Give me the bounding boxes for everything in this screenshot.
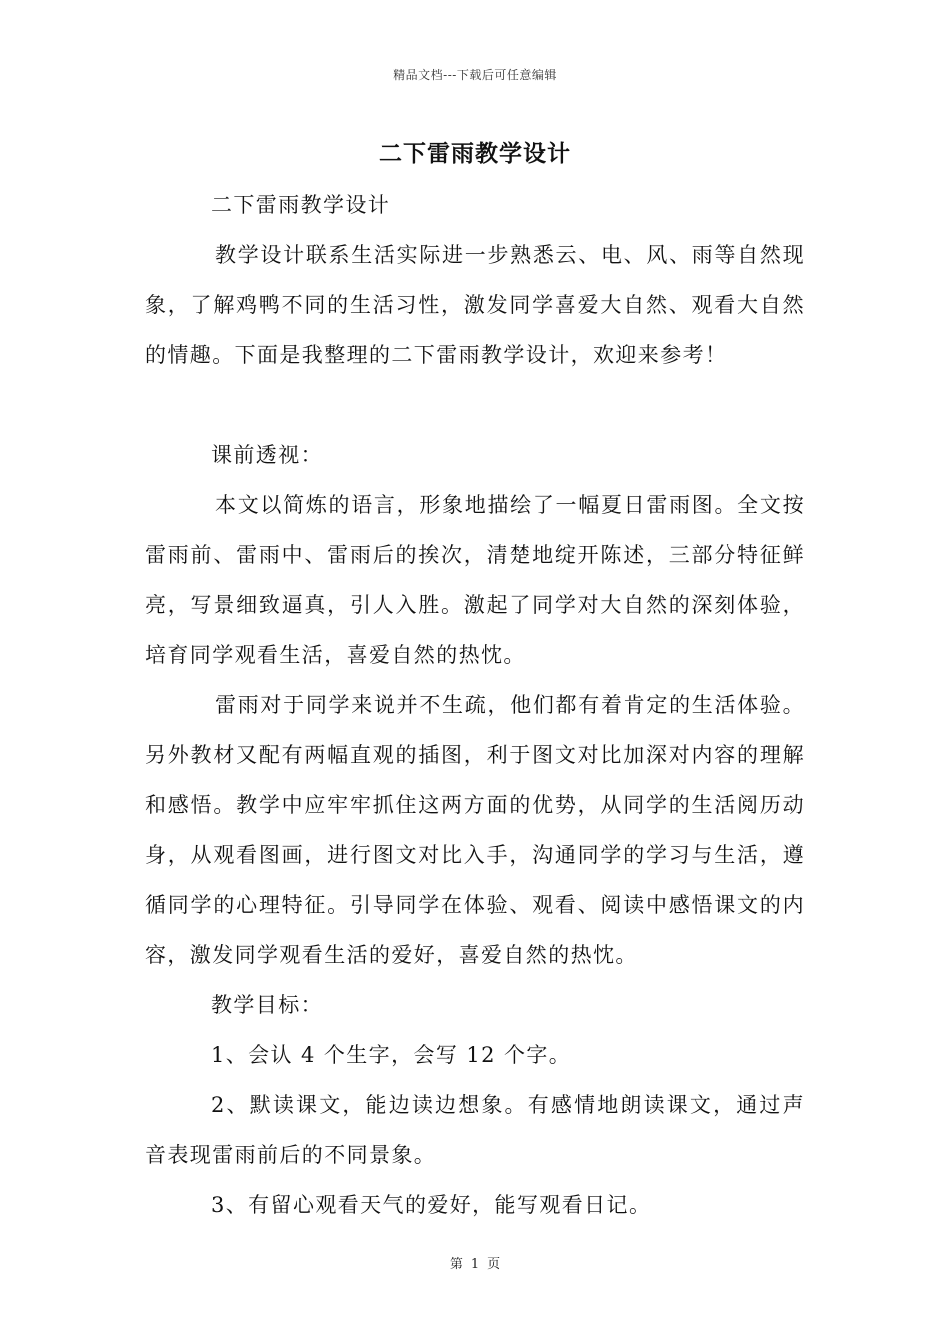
document-title: 二下雷雨教学设计 [379,140,571,167]
page-number: 1 [470,1257,480,1272]
preview-paragraph-2: 雷雨对于同学来说并不生疏，他们都有着肯定的生活体验。另外教材又配有两幅直观的插图，利于图文对比加深对内容的理解和感悟。教学中应牢牢抓住这两方面的优势，从同学的生活阅历动身，从观看图画，进行图文对比入手，沟通同学的学习与生活，遵循同学的心理特征。引导同学在体验、观看、阅读中感悟课文的内容，激发同学观看生活的爱好，喜爱自然的热忱。 [145,693,805,967]
goal-item-2: 2、默读课文，能边读边想象。有感情地朗读课文，通过声音表现雷雨前后的不同景象。 [145,1093,805,1167]
page-number-footer [0,1253,950,1272]
page-suffix: 页 [487,1257,501,1272]
page-prefix: 第 [449,1257,463,1272]
subtitle-paragraph: 二下雷雨教学设计 [211,193,391,217]
goal-item-3: 3、有留心观看天气的爱好，能写观看日记。 [211,1193,652,1217]
goal-item-1: 1、会认 4 个生字，会写 12 个字。 [211,1043,572,1067]
document-body [145,180,805,1230]
section-heading-preview: 课前透视： [211,443,323,467]
blank-line [145,380,805,430]
intro-paragraph: 教学设计联系生活实际进一步熟悉云、电、风、雨等自然现象，了解鸡鸭不同的生活习性，激发同学喜爱大自然、观看大自然的情趣。下面是我整理的二下雷雨教学设计，欢迎来参考！ [145,243,805,367]
header-note: 精品文档---下载后可任意编辑 [393,68,557,82]
section-heading-goals: 教学目标： [211,993,323,1017]
preview-paragraph-1: 本文以简炼的语言，形象地描绘了一幅夏日雷雨图。全文按雷雨前、雷雨中、雷雨后的挨次，清楚地绽开陈述，三部分特征鲜亮，写景细致逼真，引人入胜。激起了同学对大自然的深刻体验，培育同学观看生活，喜爱自然的热忱。 [145,493,805,667]
